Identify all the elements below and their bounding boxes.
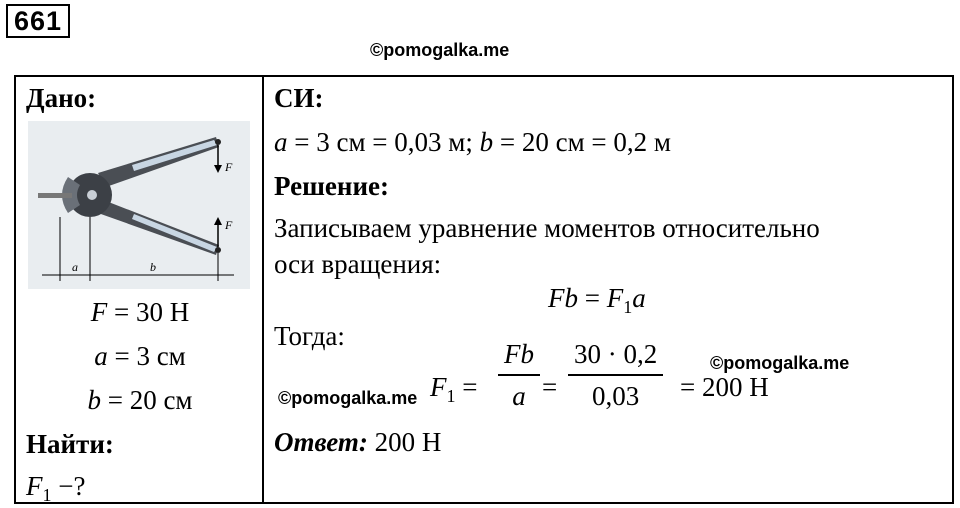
column-divider (262, 77, 264, 502)
answer-label: Ответ: (274, 427, 368, 457)
then-label: Тогда: (274, 321, 345, 351)
si-label: СИ: (274, 83, 324, 113)
solution-label: Решение: (274, 171, 389, 201)
given-label: Дано: (26, 83, 97, 113)
equals-sign: = (542, 372, 558, 402)
fraction-numeric (568, 339, 663, 411)
problem-number: 661 (6, 4, 70, 38)
watermark-left: ©pomogalka.me (278, 388, 418, 408)
formula-lhs: $F_1$ = (430, 372, 478, 406)
fraction-symbolic: Fb a (498, 339, 540, 411)
force-label-top: F (225, 160, 233, 174)
given-a: a = 3 см (94, 341, 186, 371)
answer-line (274, 427, 441, 458)
solution-text-line1: Записываем уравнение моментов относительно (274, 213, 820, 243)
given-b: b = 20 см (87, 385, 193, 415)
find-label: Найти: (26, 429, 114, 459)
moment-equation: $Fb = F_1a$ (548, 283, 646, 317)
force-label-bottom: F (225, 218, 233, 232)
pliers-figure (28, 121, 250, 289)
watermark-top: ©pomogalka.me (370, 40, 510, 60)
solution-table (14, 75, 954, 504)
fraction-denominator: 0,03 (592, 381, 640, 411)
dim-label-b: b (150, 260, 156, 274)
si-conversions: a = 3 см = 0,03 м; b = 20 см = 0,2 м (274, 127, 671, 157)
dim-label-a: a (72, 260, 78, 274)
formula-result: = 200 Н (680, 372, 769, 402)
given-F: F = 30 Н (90, 297, 190, 327)
fraction-numerator: 30 · 0,2 (574, 339, 658, 369)
find-target: $F_1$ −? (26, 471, 86, 505)
solution-text-line2: оси вращения: (274, 249, 442, 279)
answer-value: 200 Н (374, 427, 442, 457)
watermark-right: ©pomogalka.me (710, 353, 850, 373)
